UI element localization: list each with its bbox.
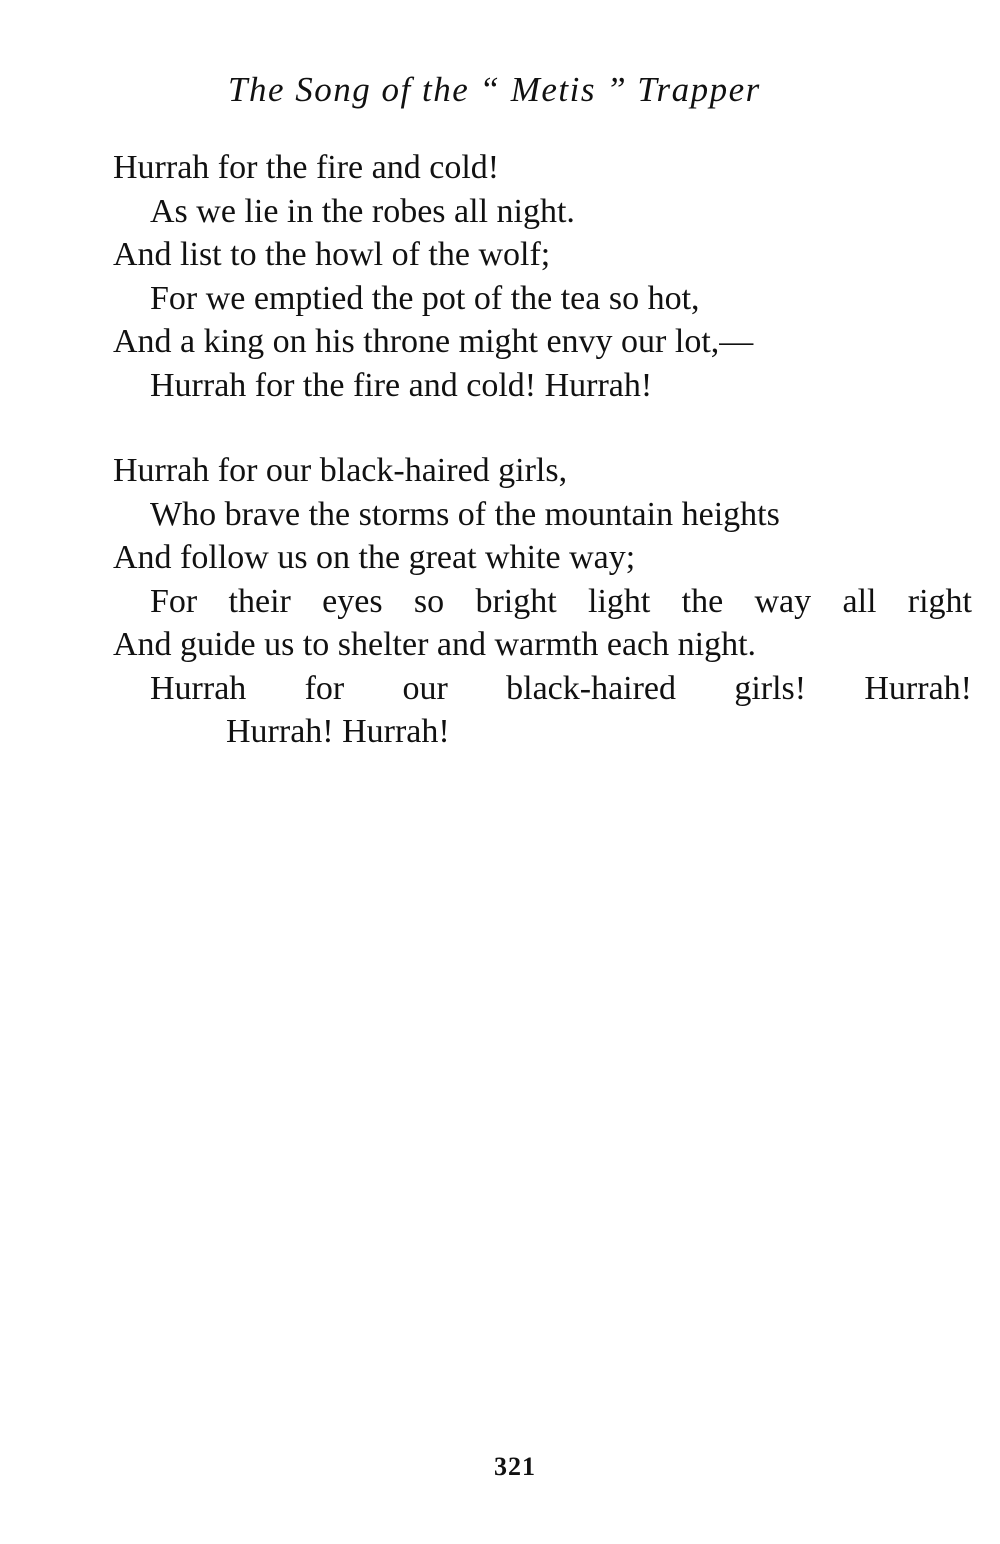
verse-line: For their eyes so bright light the way all right	[150, 582, 972, 620]
verse-line: Who brave the storms of the mountain heights	[150, 495, 780, 533]
verse-line: And list to the howl of the wolf;	[113, 236, 551, 273]
verse-line: Hurrah for our black-haired girls! Hurrah!	[150, 669, 972, 707]
verse-line: For we emptied the pot of the tea so hot,	[150, 279, 700, 317]
verse-line: And follow us on the great white way;	[113, 539, 636, 576]
page-number: 321	[494, 1452, 536, 1481]
verse-line: Hurrah! Hurrah!	[226, 713, 450, 750]
verse-line: Hurrah for the fire and cold!	[113, 149, 500, 186]
running-head-title: The Song of the “ Metis ” Trapper	[228, 70, 761, 109]
stanza-2	[113, 449, 972, 754]
verse-line: Hurrah for the fire and cold! Hurrah!	[150, 366, 653, 404]
verse-line: And guide us to shelter and warmth each night.	[113, 626, 757, 663]
verse-line: And a king on his throne might envy our lot,—	[113, 323, 754, 360]
stanza-1	[113, 146, 943, 407]
verse-line: As we lie in the robes all night.	[150, 192, 575, 230]
verse-line: Hurrah for our black-haired girls,	[113, 452, 568, 489]
